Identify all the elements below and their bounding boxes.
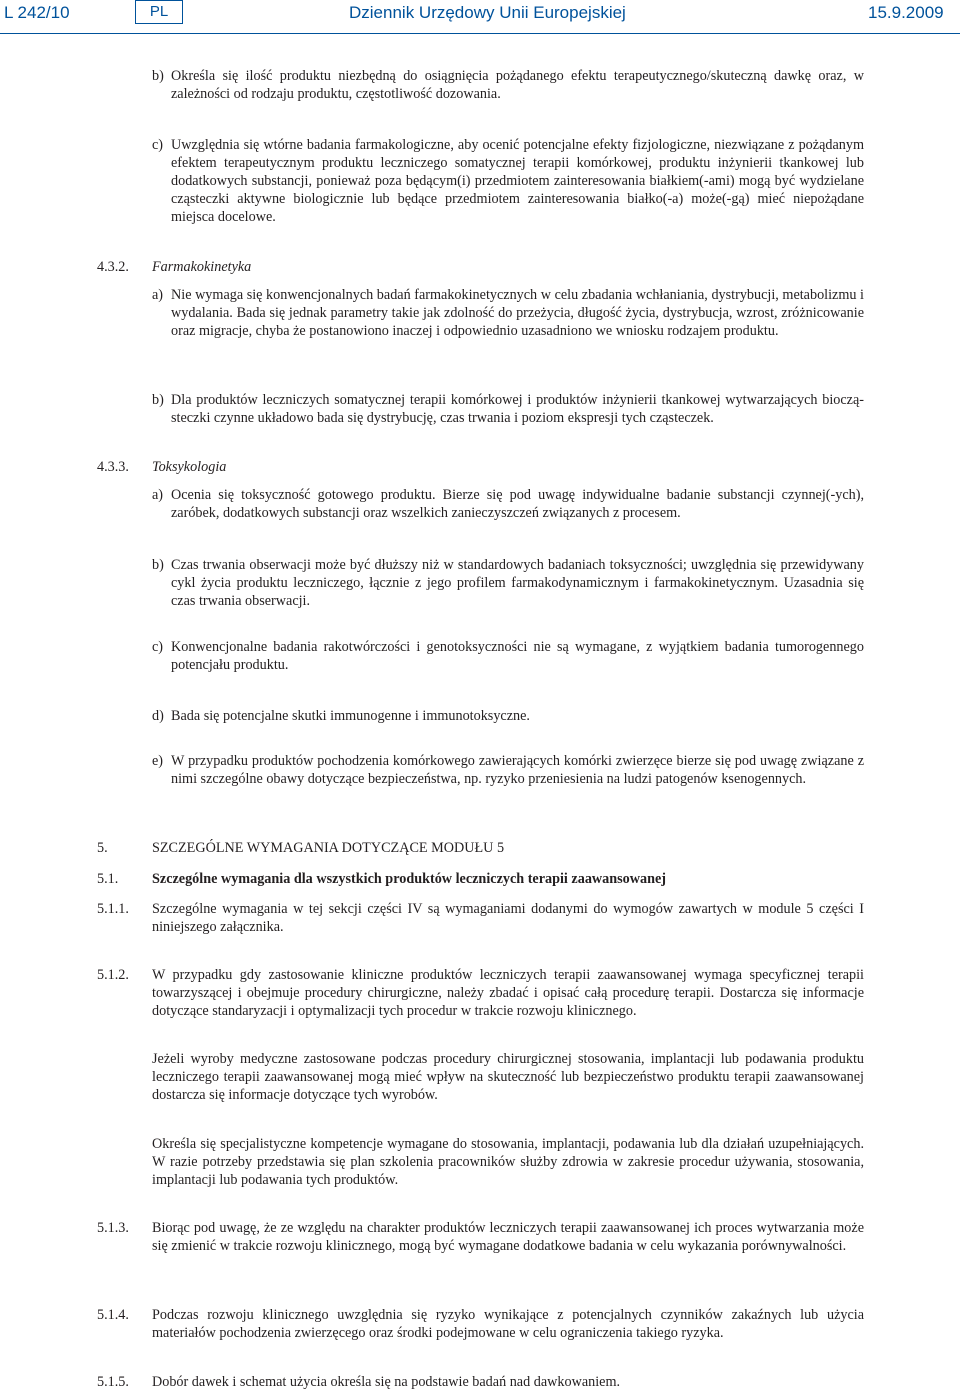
section-number: 5.1.4.: [97, 1307, 129, 1323]
item-text: Konwencjonalne badania rakotwórczości i genotoksyczności nie są wymagane, z wyjątkiem badania tumorogennego potencjału produktu.: [171, 639, 864, 673]
section-title: Farmakokinetyka: [152, 259, 252, 275]
item-label: e): [152, 753, 164, 769]
item-label: a): [152, 487, 164, 503]
paragraph: Szczególne wymagania w tej sekcji części IV są wymaganiami dodanymi do wymogów zawartych w module 5 części I niniejszego załącznika.: [152, 901, 864, 935]
section-number: 4.3.2.: [97, 259, 129, 275]
item-text: W przypadku produktów pochodzenia komórkowego zawierających komórki zwierzęce bierze się pod uwagę związane z nimi szczególne obawy dotyczące bezpieczeństwa, np. ryzyko przeniesienia na ludzi patogenów ksenogennych.: [171, 753, 864, 787]
paragraph: W przypadku gdy zastosowanie kliniczne produktów leczniczych terapii zaawansowanej wymaga specyficznej terapii towarzyszącej i obejmuje procedury chirurgiczne, należy zbadać i opisać całą procedurę terapii. Dostarcza się informacje dotyczące standaryzacji i optymalizacji tych procedur w trakcie rozwoju klinicznego.: [152, 967, 864, 1019]
item-label: b): [152, 392, 164, 408]
section-number: 5.1.: [97, 871, 119, 887]
item-text: Określa się ilość produktu niezbędną do osiągnięcia pożądanego efektu terapeutycznego/skuteczną dawkę oraz, w zależności od rodzaju produktu, częstotliwość dozowania.: [171, 68, 864, 102]
paragraph: Biorąc pod uwagę, że ze względu na charakter produktów leczniczych terapii zaawansowanej ich proces wytwarzania może się zmienić w trakcie rozwoju klinicznego, mogą być wymagane dodatkowe badania w celu wykazania porównywalności.: [152, 1220, 864, 1254]
paragraph: Dobór dawek i schemat użycia określa się na podstawie badań nad dawkowaniem.: [152, 1374, 621, 1390]
section-number: 5.1.2.: [97, 967, 129, 983]
section-number: 5.1.3.: [97, 1220, 129, 1236]
section-title: Toksykologia: [152, 459, 227, 475]
journal-title: Dziennik Urzędowy Unii Europejskiej: [349, 3, 626, 22]
item-label: a): [152, 287, 164, 303]
section-title: Szczególne wymagania dla wszystkich produktów leczniczych terapii zaawansowanej: [152, 871, 667, 887]
language-badge: PL: [135, 0, 183, 24]
section-number: 5.: [97, 840, 108, 856]
item-text: Czas trwania obserwacji może być dłuższy niż w standardowych badaniach toksyczności; uwzględnia się przewidywany cykl życia produktu leczniczego, łącznie z jego profilem farmakodynamicznym i farmakokinetycznym. Uzasadnia się czas trwania obserwacji.: [171, 557, 864, 609]
publication-date: 15.9.2009: [868, 3, 944, 22]
section-number: 5.1.1.: [97, 901, 129, 917]
item-label: c): [152, 137, 164, 153]
item-label: b): [152, 68, 164, 84]
section-title: SZCZEGÓLNE WYMAGANIA DOTYCZĄCE MODUŁU 5: [152, 840, 505, 856]
item-text: Uwzględnia się wtórne badania farmakologiczne, aby ocenić potencjalne efekty fizjologiczne, niezwiązane z pożądanym efektem terapeutycznym produktu leczniczego somatycznej terapii komórkowej, produktu inżynierii tkankowej lub dodatkowych substancji, ponieważ poza będącym(i) przedmiotem zainteresowania białkiem(-ami) mogą być wydzielane cząsteczki aktywne biologicznie lub będące przedmiotem zainteresowania białko(-a) może(-gą) mieć niepożądane miejsca docelowe.: [171, 137, 864, 225]
journal-header: [0, 0, 960, 34]
paragraph: Określa się specjalistyczne kompetencje wymagane do stosowania, implantacji, podawania lub dla działań uzupełniających. W razie potrzeby przedstawia się plan szkolenia pracowników służby zdrowia w zakresie procedur używania, stosowania, implantacji lub podawania tych produktów.: [152, 1136, 864, 1188]
item-text: Nie wymaga się konwencjonalnych badań farmakokinetycznych w celu zbadania wchłaniania, dystrybucji, metabolizmu i wydalania. Bada się jednak parametry takie jak zdolność do przeżycia, długość życia, dystrybucja, wzrost, zróżnicowanie oraz migracje, chyba że postanowiono inaczej i odpowiednio uzasadniono we wniosku rodzajem produktu.: [171, 287, 864, 339]
item-text: Dla produktów leczniczych somatycznej terapii komórkowej i produktów inżynierii tkankowej wytwarzających biocząsteczki czynne układowo bada się dystrybucję, czas trwania i poziom ekspresji tych cząsteczek.: [171, 392, 864, 426]
page-reference: L 242/10: [4, 3, 70, 22]
paragraph: Podczas rozwoju klinicznego uwzględnia się ryzyko wynikające z potencjalnych czynników zakaźnych lub użycia materiałów pochodzenia zwierzęcego oraz środki podejmowane w celu ograniczenia takiego ryzyka.: [152, 1307, 864, 1341]
item-label: d): [152, 708, 164, 724]
header-divider: [0, 33, 960, 34]
item-text: Ocenia się toksyczność gotowego produktu. Bierze się pod uwagę indywidualne badanie substancji czynnej(-ych), zaróbek, dodatkowych substancji oraz wszelkich zanieczyszczeń związanych z procesem.: [171, 487, 864, 521]
section-number: 5.1.5.: [97, 1374, 129, 1390]
item-text: Bada się potencjalne skutki immunogenne i immunotoksyczne.: [171, 708, 530, 724]
item-label: b): [152, 557, 164, 573]
section-number: 4.3.3.: [97, 459, 129, 475]
item-label: c): [152, 639, 164, 655]
paragraph: Jeżeli wyroby medyczne zastosowane podczas procedury chirurgicznej stosowania, implantacji lub podawania produktu leczniczego terapii zaawansowanej mogą mieć wpływ na skuteczność lub bezpieczeństwo produktu terapii zaawansowanej dostarcza się informacje dotyczące tych wyrobów.: [152, 1051, 864, 1103]
